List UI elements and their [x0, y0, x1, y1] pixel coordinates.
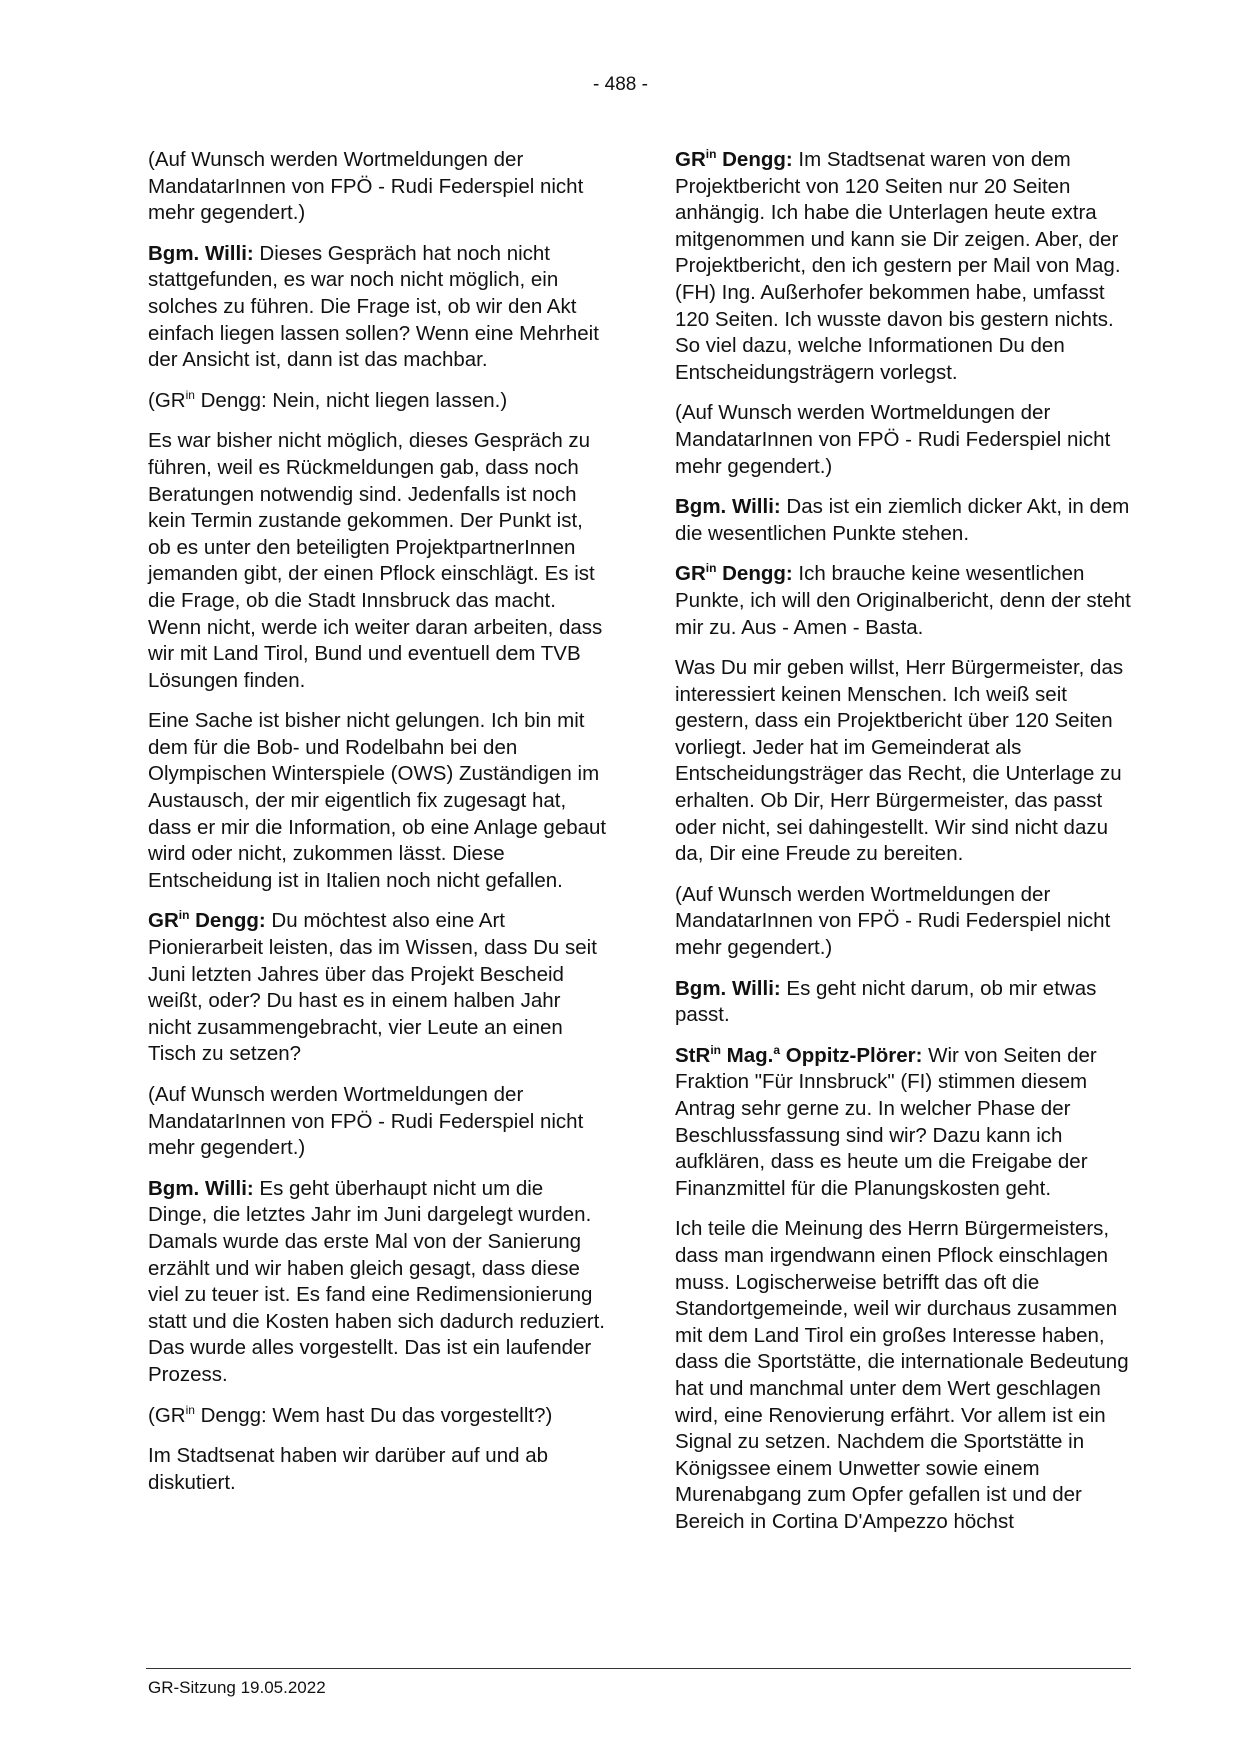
speaker-surname: Oppitz-Plörer: — [780, 1043, 923, 1067]
paragraph — [675, 882, 1135, 962]
paragraph — [148, 1443, 608, 1496]
superscript: in — [710, 1042, 721, 1057]
paragraph — [675, 655, 1135, 868]
paragraph — [148, 428, 608, 694]
paragraph — [148, 908, 608, 1068]
left-column — [148, 147, 608, 1510]
paragraph — [675, 561, 1135, 641]
paragraph-text: Eine Sache ist bisher nicht gelungen. Ich bin mit dem für die Bob- und Rodelbahn bei den Olympischen Winterspiele (OWS) Zuständigen im Austausch, der mir eigentlich fix zugesagt hat, dass er mir die Information, ob eine Anlage gebaut wird oder nicht, zukommen lässt. Diese Entscheidung ist in Italien noch nicht gefallen. — [148, 709, 607, 892]
paragraph — [675, 1043, 1135, 1203]
footer-text: GR-Sitzung 19.05.2022 — [148, 1678, 326, 1697]
paragraph — [148, 1082, 608, 1162]
speech-text: Wir von Seiten der Fraktion "Für Innsbruck" (FI) stimmen diesem Antrag sehr gerne zu. In welcher Phase der Beschlussfassung sind wir? Dazu kann ich aufklären, dass es heute um die Freigabe der Finanzmittel für die Planungskosten geht. — [675, 1043, 1097, 1200]
speaker-name — [675, 1044, 922, 1067]
speaker-surname: Dengg: — [716, 148, 793, 171]
speaker-title: GR — [675, 148, 706, 171]
speaker-surname: Dengg: — [189, 909, 266, 933]
paragraph — [148, 708, 608, 894]
speaker-name — [675, 148, 793, 171]
superscript: in — [705, 147, 717, 161]
paragraph-text: Es war bisher nicht möglich, dieses Gespräch zu führen, weil es Rückmeldungen gab, dass noch Beratungen notwendig sind. Jedenfalls ist noch kein Termin zustande gekommen. Der Punkt ist, ob es unter den beteiligten ProjektpartnerInnen jemanden gibt, der einen Pflock einschlägt. Es ist die Frage, ob die Stadt Innsbruck das macht. Wenn nicht, werde ich weiter daran arbeiten, dass wir mit Land Tirol, Bund und eventuell dem TVB Lösungen finden. — [148, 429, 603, 692]
paragraph — [675, 1216, 1135, 1535]
superscript: in — [185, 1402, 195, 1417]
interjection-text: Dengg: Nein, nicht liegen lassen.) — [194, 388, 508, 412]
speaker-name: Bgm. Willi: — [675, 976, 781, 1000]
speech-text: Es geht überhaupt nicht um die Dinge, die letztes Jahr im Juni dargelegt wurden. Damals wurde das erste Mal von der Sanierung erzählt und wir haben gleich gesagt, dass diese viel zu teuer ist. Es fand eine Redimensionierung statt und die Kosten haben sich dadurch reduziert. Das wurde alles vorgestellt. Das ist ein laufender Prozess. — [148, 1176, 605, 1386]
speech-text: Das ist ein ziemlich dicker Akt, in dem die wesentlichen Punkte stehen. — [675, 495, 1130, 545]
speaker-name: Bgm. Willi: — [148, 1176, 254, 1200]
page-number: - 488 - — [593, 74, 648, 95]
paragraph-text: (Auf Wunsch werden Wortmeldungen der MandatarInnen von FPÖ - Rudi Federspiel nicht mehr gegendert.) — [148, 1083, 584, 1160]
paragraph — [675, 976, 1135, 1029]
interjection-text: Dengg: Wem hast Du das vorgestellt?) — [194, 1403, 553, 1427]
paragraph — [675, 147, 1135, 386]
paragraph — [148, 1176, 608, 1389]
superscript: in — [178, 908, 190, 923]
paragraph — [148, 147, 608, 227]
speaker-surname: Dengg: — [716, 562, 793, 586]
superscript: in — [705, 561, 717, 576]
interjection-prefix: (GR — [148, 388, 186, 412]
right-column — [675, 147, 1135, 1550]
speaker-academic-title: Mag. — [720, 1043, 774, 1067]
footer-divider — [146, 1668, 1131, 1669]
paragraph — [675, 400, 1135, 480]
speech-text: Im Stadtsenat waren von dem Projektbericht von 120 Seiten nur 20 Seiten anhängig. Ich habe die Unterlagen heute extra mitgenommen und kann sie Dir zeigen. Aber, der Projektbericht, den ich gestern per Mail von Mag. (FH) Ing. Außerhofer bekommen habe, umfasst 120 Seiten. Ich wusste davon bis gestern nichts. So viel dazu, welche Informationen Du den Entscheidungsträgern vorlegst. — [675, 148, 1121, 384]
paragraph-text: Was Du mir geben willst, Herr Bürgermeister, das interessiert keinen Menschen. Ich weiß seit gestern, dass ein Projektbericht über 120 Seiten vorliegt. Jeder hat im Gemeinderat als Entscheidungsträger das Recht, die Unterlage zu erhalten. Ob Dir, Herr Bürgermeister, das passt oder nicht, sei dahingestellt. Wir sind nicht dazu da, Dir eine Freude zu bereiten. — [675, 656, 1124, 866]
speaker-name: Bgm. Willi: — [675, 495, 781, 519]
speech-text: Du möchtest also eine Art Pionierarbeit leisten, das im Wissen, dass Du seit Juni letzten Jahres über das Projekt Bescheid weißt, oder? Du hast es in einem halben Jahr nicht zusammengebracht, vier Leute an einen Tisch zu setzen? — [148, 909, 597, 1066]
speech-text: Es geht nicht darum, ob mir etwas passt. — [675, 976, 1097, 1027]
speaker-name — [148, 909, 266, 932]
paragraph-text: (Auf Wunsch werden Wortmeldungen der MandatarInnen von FPÖ - Rudi Federspiel nicht mehr gegendert.) — [675, 882, 1111, 960]
speech-text: Ich brauche keine wesentlichen Punkte, ich will den Originalbericht, denn der steht mir zu. Aus - Amen - Basta. — [675, 562, 1131, 639]
speech-text: Dieses Gespräch hat noch nicht stattgefunden, es war noch nicht möglich, ein solches zu führen. Die Frage ist, ob wir den Akt einfach liegen lassen sollen? Wenn eine Mehrheit der Ansicht ist, dann ist das machbar. — [148, 241, 599, 372]
speaker-name: Bgm. Willi: — [148, 241, 254, 265]
speaker-name — [675, 562, 793, 585]
paragraph-text: (Auf Wunsch werden Wortmeldungen der MandatarInnen von FPÖ - Rudi Federspiel nicht mehr gegendert.) — [675, 401, 1111, 478]
speaker-title: StR — [675, 1043, 711, 1067]
paragraph-text: Im Stadtsenat haben wir darüber auf und ab diskutiert. — [148, 1444, 549, 1494]
paragraph — [148, 388, 608, 415]
interjection-prefix: (GR — [148, 1403, 186, 1427]
paragraph — [675, 494, 1135, 547]
paragraph — [148, 241, 608, 374]
paragraph — [148, 1403, 608, 1430]
paragraph-text: (Auf Wunsch werden Wortmeldungen der MandatarInnen von FPÖ - Rudi Federspiel nicht mehr gegendert.) — [148, 148, 584, 225]
speaker-title: GR — [148, 909, 179, 933]
superscript: a — [773, 1042, 781, 1057]
speaker-title: GR — [675, 562, 706, 586]
paragraph-text: Ich teile die Meinung des Herrn Bürgermeisters, dass man irgendwann einen Pflock einschlagen muss. Logischerweise betrifft das oft die Standortgemeinde, weil wir durchaus zusammen mit dem Land Tirol ein großes Interesse haben, dass die Sportstätte, die internationale Bedeutung hat und manchmal unter dem Wert geschlagen wird, eine Renovierung erfährt. Vor allem ist ein Signal zu setzen. Nachdem die Sportstätte in Königssee einem Unwetter sowie einem Murenabgang zum Opfer gefallen ist und der Bereich in Cortina D'Ampezzo höchst — [675, 1217, 1129, 1533]
superscript: in — [185, 387, 195, 402]
